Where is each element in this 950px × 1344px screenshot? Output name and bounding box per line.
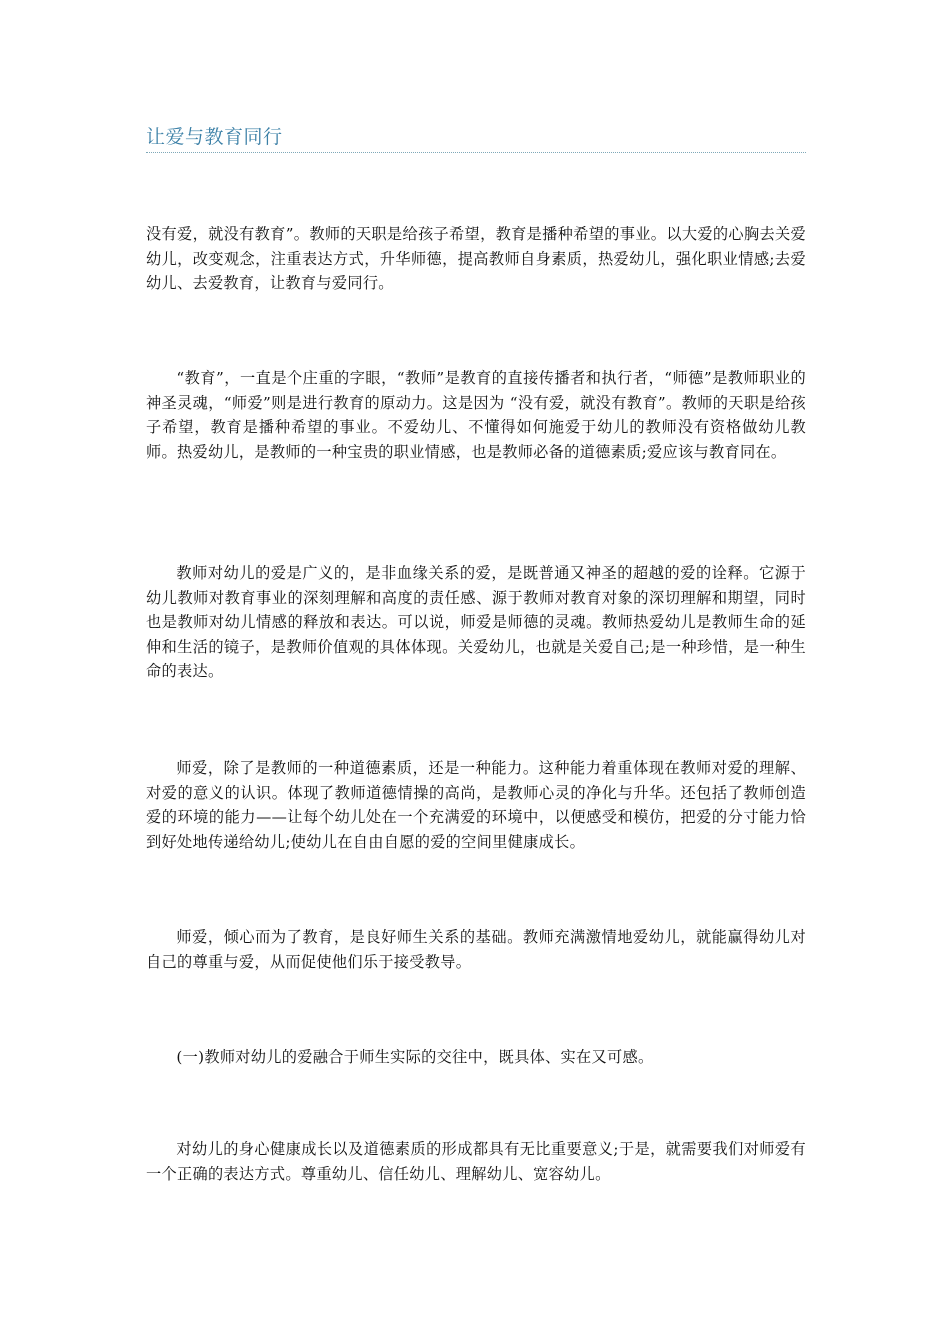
paragraph-1: 没有爱，就没有教育”。教师的天职是给孩子希望，教育是播种希望的事业。以大爱的心胸去关爱幼儿，改变观念，注重表达方式，升华师德，提高教师自身素质，热爱幼儿，强化职业情感;去爱幼儿、去爱教育，让教育与爱同行。 bbox=[146, 225, 806, 292]
paragraph-5: 师爱，倾心而为了教育，是良好师生关系的基础。教师充满激情地爱幼儿，就能赢得幼儿对自己的尊重与爱，从而促使他们乐于接受教导。 bbox=[146, 928, 806, 971]
document-title: 让爱与教育同行 bbox=[146, 124, 806, 153]
paragraph-7: 对幼儿的身心健康成长以及道德素质的形成都具有无比重要意义;于是，就需要我们对师爱有一个正确的表达方式。尊重幼儿、信任幼儿、理解幼儿、宽容幼儿。 bbox=[146, 1140, 806, 1183]
paragraph-2: “教育”，一直是个庄重的字眼，“教师”是教育的直接传播者和执行者，“师德”是教师职业的神圣灵魂，“师爱”则是进行教育的原动力。这是因为 “没有爱，就没有教育”。教师的天职是给孩子希望，教育是播种希望的事业。不爱幼儿、不懂得如何施爱于幼儿的教师没有资格做幼儿教师。热爱幼儿，是教师的一种宝贵的职业情感，也是教师必备的道德素质;爱应该与教育同在。 bbox=[146, 369, 806, 461]
paragraph-3: 教师对幼儿的爱是广义的，是非血缘关系的爱，是既普通又神圣的超越的爱的诠释。它源于幼儿教师对教育事业的深刻理解和高度的责任感、源于教师对教育对象的深切理解和期望，同时也是教师对幼儿情感的释放和表达。可以说，师爱是师德的灵魂。教师热爱幼儿是教师生命的延伸和生活的镜子，是教师价值观的具体体现。关爱幼儿，也就是关爱自己;是一种珍惜，是一种生命的表达。 bbox=[146, 564, 806, 680]
paragraph-4: 师爱，除了是教师的一种道德素质，还是一种能力。这种能力着重体现在教师对爱的理解、对爱的意义的认识。体现了教师道德情操的高尚，是教师心灵的净化与升华。还包括了教师创造爱的环境的能力——让每个幼儿处在一个充满爱的环境中，以便感受和模仿，把爱的分寸能力恰到好处地传递给幼儿;使幼儿在自由自愿的爱的空间里健康成长。 bbox=[146, 759, 806, 851]
paragraph-6: (一)教师对幼儿的爱融合于师生实际的交往中，既具体、实在又可感。 bbox=[176, 1048, 654, 1066]
